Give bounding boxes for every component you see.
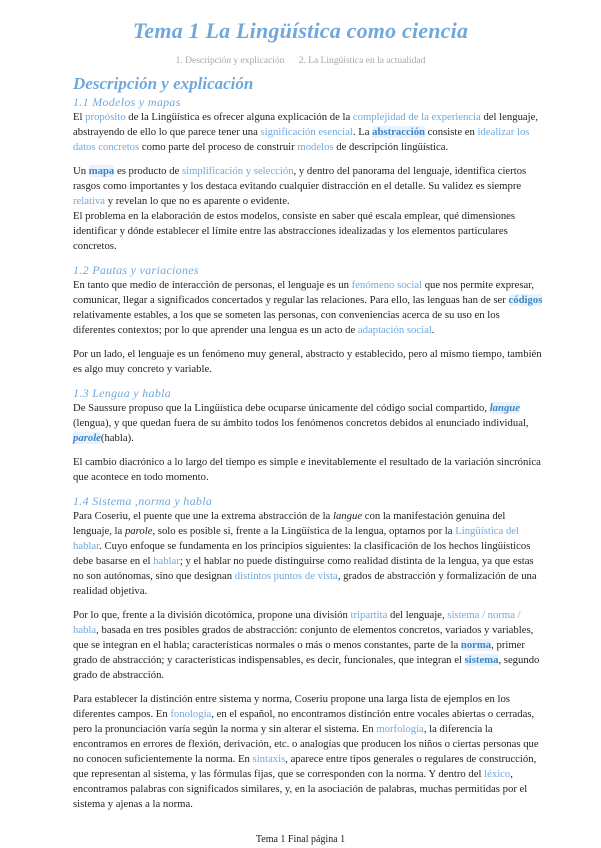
subsection-heading-pautas: 1.2 Pautas y variaciones — [73, 263, 199, 277]
toc-link-linguistica-actualidad[interactable]: 2. La Lingüística en la actualidad — [298, 56, 426, 66]
highlight-term: complejidad de la experiencia — [352, 111, 481, 123]
paragraph-ejemplos: Para establecer la distinción entre sistema y norma, Coseriu propone una larga lista de ejemplos en los diferentes campos. En fonología, en el español, no encontramos distinción entre vocales abiertas o cerradas, pero la pronunciación varía según la norma y sin alterar el sistema. En morfología, la diferencia la encontramos en errores de flexión, derivación, etc. o analogías que producen los niños o ciertas personas que no conocen suficientemente la norma. En sintaxis, aparece entre tipos generales o regulares de construcción, que representan al sistema, y las fórmulas fijas, que se corresponden con la norma. Y dentro del léxico, encontramos palabras con significados similares, y, en la asociación de palabras, muchas permitidas por el sistema y ajenas a la norma. — [73, 693, 539, 810]
table-of-contents — [0, 56, 601, 66]
highlight-term: morfología — [376, 723, 424, 735]
highlight-term: hablar — [153, 555, 180, 567]
paragraph-cambio-diacronico: El cambio diacrónico a lo largo del tiempo es simple e inevitablemente el resultado de la variación sincrónica que acontece en todo momento. — [73, 456, 541, 483]
paragraph-fenomeno-social: En tanto que medio de interacción de personas, el lenguaje es un fenómeno social que nos permite expresar, comunicar, llegar a significados concertados y regular las relaciones. Para ello, las lenguas han de ser códigos relativamente estables, a los que se someten las personas, con conveniencias acerca de su uso en los diferentes contextos; por lo que aprender una lengua es un acto de adaptación social. — [73, 279, 543, 336]
highlight-term: fonología — [170, 708, 212, 720]
keyword-term: abstracción — [372, 126, 425, 138]
highlight-term: léxico — [484, 768, 511, 780]
highlight-term: tripartita — [350, 609, 388, 621]
highlight-term: idealizar los datos concretos — [73, 126, 530, 153]
highlight-term: significación esencial — [260, 126, 353, 138]
keyword-term: mapa — [88, 165, 115, 177]
page-footer: Tema 1 Final página 1 — [255, 834, 346, 845]
keyword-term: códigos — [508, 294, 543, 306]
document-title: Tema 1 La Lingüística como ciencia — [132, 18, 469, 43]
subsection-heading-modelos: 1.1 Modelos y mapas — [73, 95, 181, 109]
toc-link-descripcion[interactable]: 1. Descripción y explicación — [175, 56, 285, 66]
paragraph-problema-modelos: El problema en la elaboración de estos modelos, consiste en saber qué escala emplear, qué dimensiones identificar y dónde establecer el límite entre las abstracciones idealizadas y los elementos particulares concretos. — [73, 210, 516, 252]
paragraph-coseriu: Para Coseriu, el puente que une la extrema abstracción de la langue con la manifestación genuina del lenguaje, la parole, solo es posible si, frente a la Lingüística de la lengua, optamos por la Lingüística del hablar. Cuyo enfoque se fundamenta en los principios siguientes: la clasificación de los hechos lingüísticos debe basarse en el hablar; y el hablar no puede distinguirse como realidad distinta de la lengua, ya que estas no son autónomas, sino que designan distintos puntos de vista, grados de abstracción y formalización de una realidad objetiva. — [73, 510, 537, 597]
section-heading-descripcion: Descripción y explicación — [73, 74, 254, 93]
highlight-term: relativa — [73, 195, 106, 207]
highlight-term: sintaxis — [252, 753, 286, 765]
highlight-term: adaptación social — [357, 324, 432, 336]
highlight-term: sistema / norma / habla — [73, 609, 521, 636]
keyword-term: langue — [489, 402, 520, 414]
highlight-term: simplificación y selección — [181, 165, 294, 177]
paragraph-general-concreto: Por un lado, el lenguaje es un fenómeno muy general, abstracto y establecido, pero al mismo tiempo, también es algo muy concreto y variable. — [73, 348, 542, 375]
keyword-term: parole — [73, 432, 101, 444]
paragraph-proposito: El propósito de la Lingüística es ofrecer alguna explicación de la complejidad de la experiencia del lenguaje, abstrayendo de ello lo que parece tener una significación esencial. La abstracción consiste en idealizar los datos concretos como parte del proceso de construir modelos de descripción lingüística. — [73, 111, 539, 153]
keyword-term: norma — [460, 639, 492, 651]
document-body — [73, 74, 543, 821]
subsection-heading-sistema-norma: 1.4 Sistema ,norma y habla — [73, 494, 213, 508]
highlight-term: distintos puntos de vista — [234, 570, 338, 582]
paragraph-saussure: De Saussure propuso que la Lingüística debe ocuparse únicamente del código social compartido, langue (lengua), y que quedan fuera de su ámbito todos los fenómenos concretos debidos al enunciado individual, parole(habla). — [73, 402, 529, 444]
highlight-term: Lingüística del hablar — [73, 525, 520, 552]
paragraph-mapa: Un mapa es producto de simplificación y selección, y dentro del panorama del lenguaje, identifica ciertos rasgos como importantes y los destaca evitando cualquier distracción en el detalle. Su validez es siempre relativa y revelan lo que no es aparente o evidente. — [73, 165, 527, 207]
highlight-term: modelos — [297, 141, 334, 153]
paragraph-division-tripartita: Por lo que, frente a la división dicotómica, propone una división tripartita del lenguaje, sistema / norma / habla, basada en tres posibles grados de abstracción: conjunto de elementos concretos, variados y variables, que se integran en el habla; características normales o más o menos constantes, parte de la norma, primer grado de abstracción; y características indispensables, es decir, funcionales, que integran el sistema, segundo grado de abstracción. — [73, 609, 540, 681]
highlight-term: fenómeno social — [351, 279, 423, 291]
highlight-term: propósito — [85, 111, 126, 123]
subsection-heading-lengua-habla: 1.3 Lengua y habla — [73, 386, 172, 400]
keyword-term: sistema — [464, 654, 499, 666]
